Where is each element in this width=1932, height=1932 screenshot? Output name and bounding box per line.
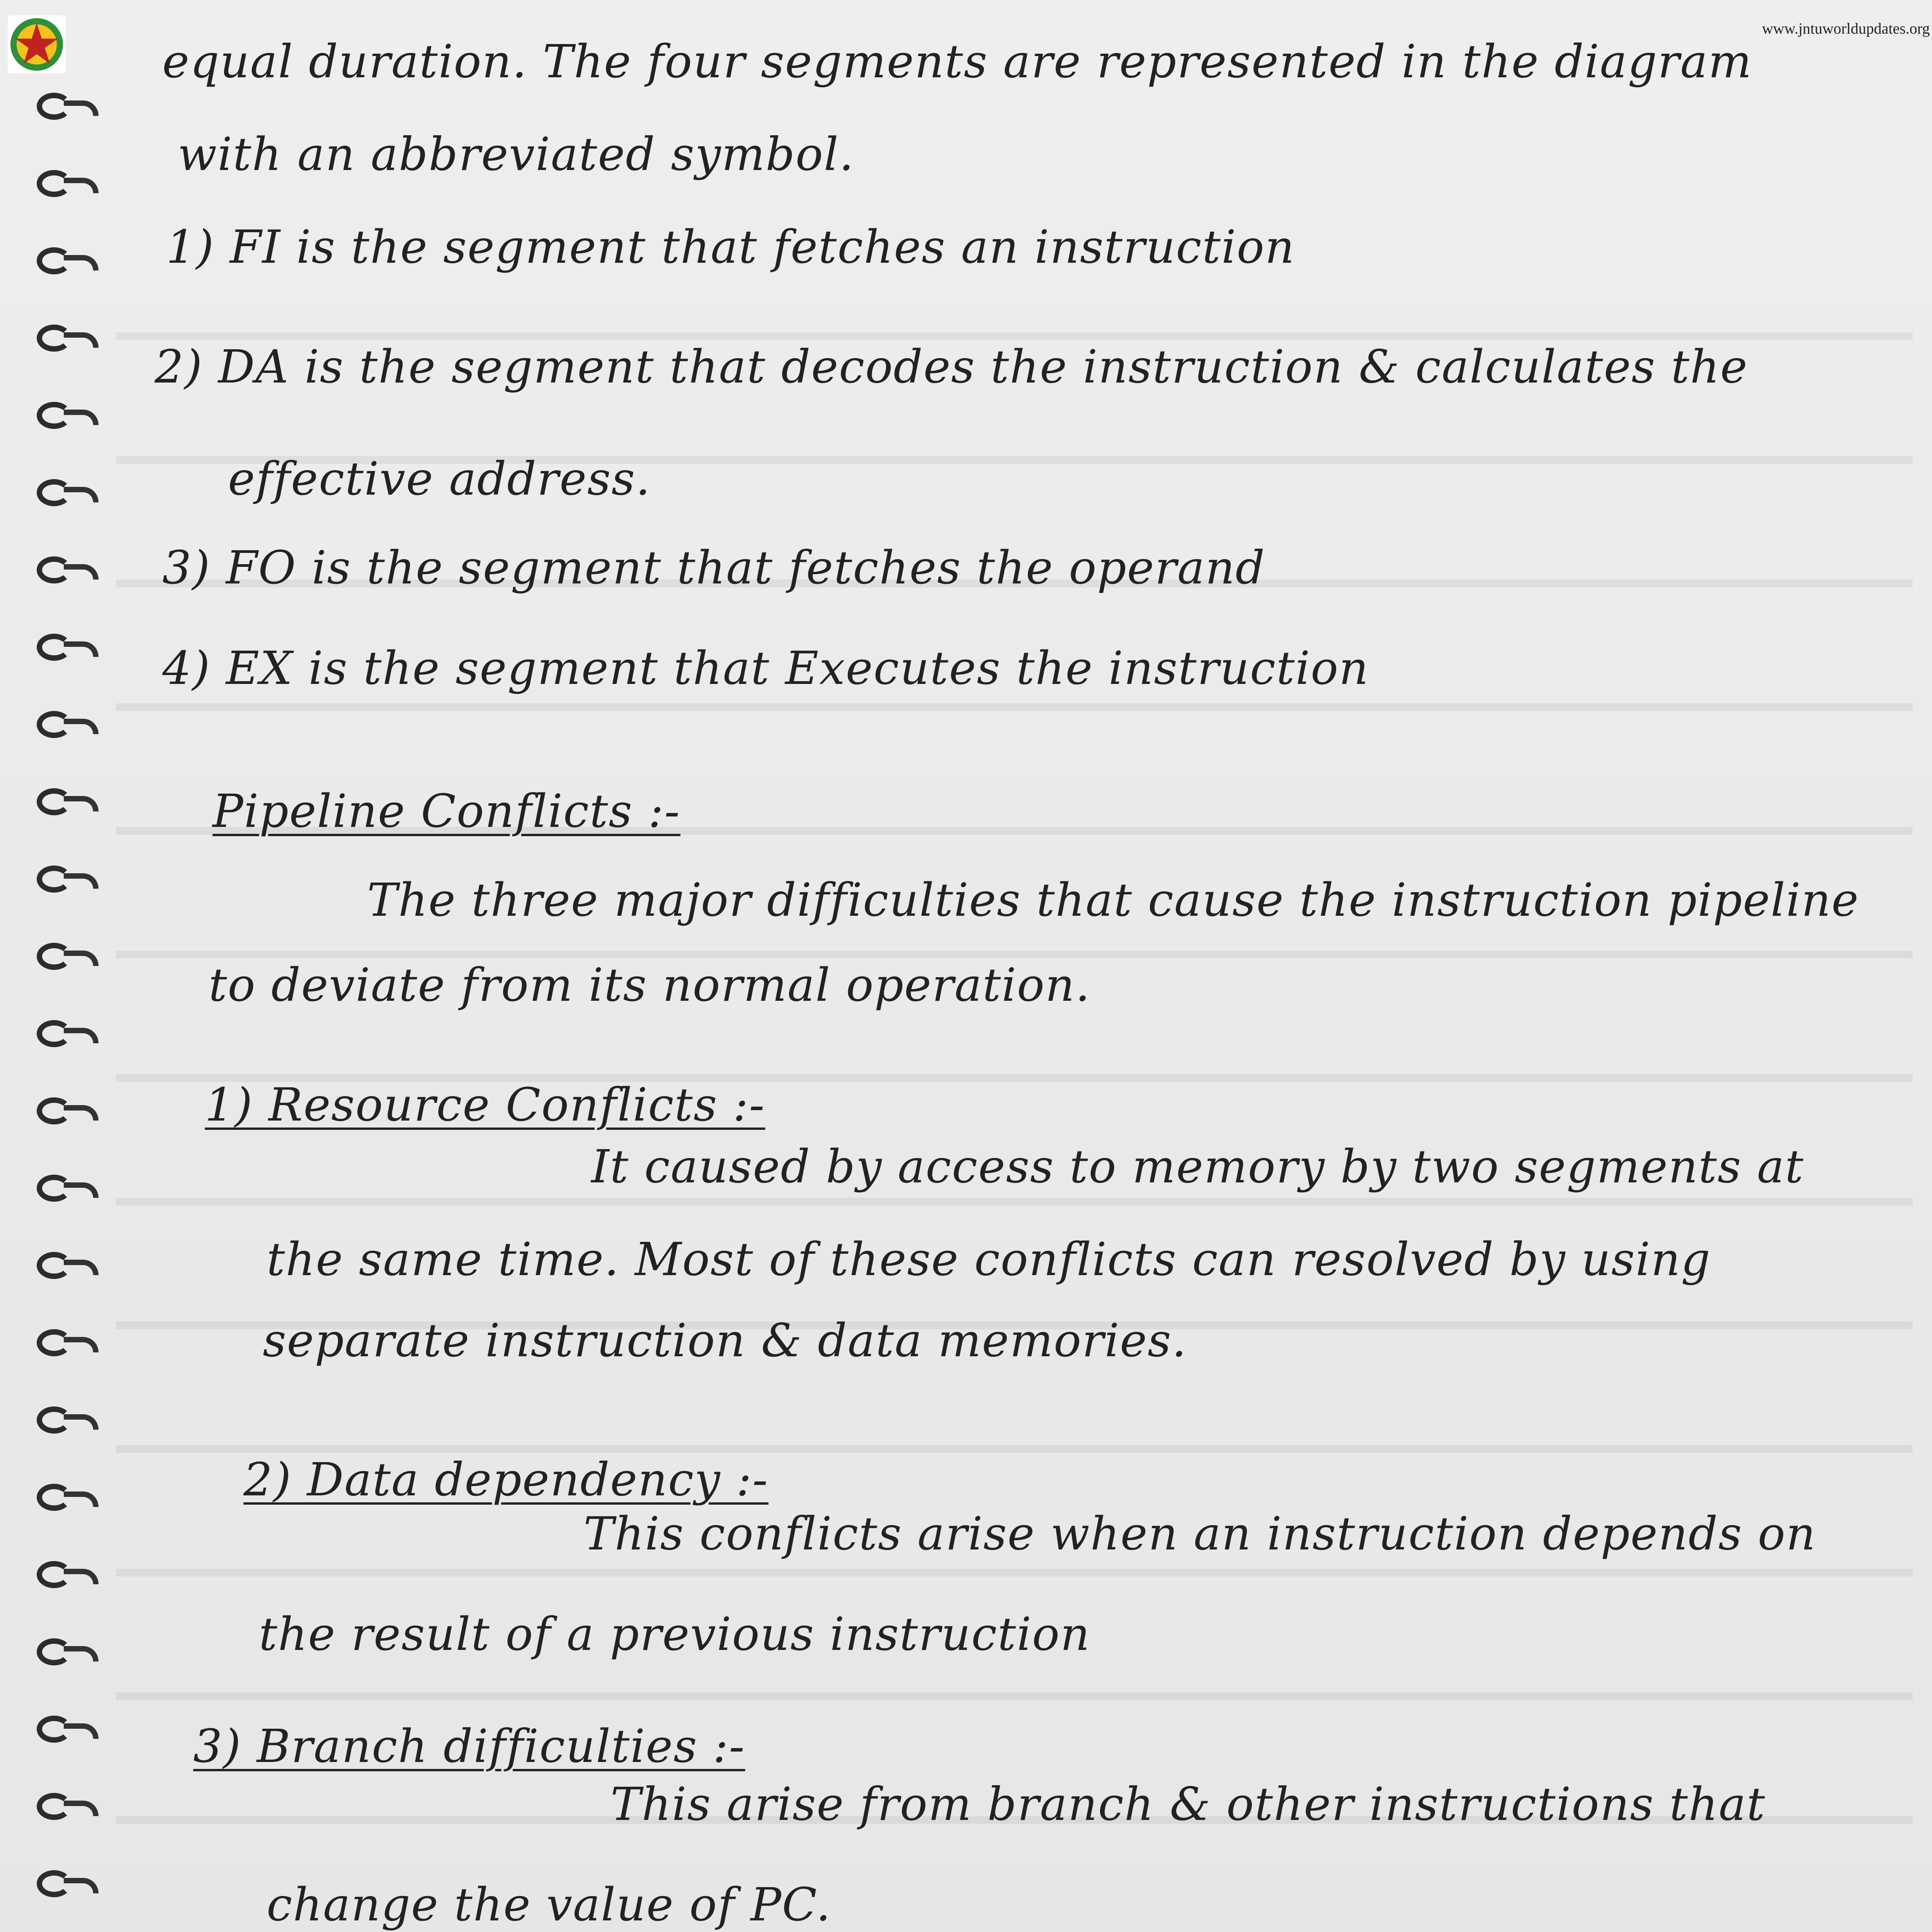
paragraph-line: It caused by access to memory by two segments at <box>591 1140 1804 1193</box>
paragraph-line: to deviate from its normal operation. <box>209 958 1091 1012</box>
binding-ring <box>37 93 102 120</box>
binding-ring <box>37 1406 102 1434</box>
list-item-da-continued: effective address. <box>228 452 651 505</box>
list-item-da: 2) DA is the segment that decodes the instruction & calculates the <box>155 340 1748 393</box>
heading-branch-difficulties: 3) Branch difficulties :- <box>193 1719 745 1773</box>
binding-ring <box>37 1175 102 1202</box>
binding-ring <box>37 943 102 970</box>
binding-ring <box>37 325 102 352</box>
binding-ring <box>37 1484 102 1511</box>
binding-ring <box>37 1793 102 1820</box>
paragraph-line: the result of a previous instruction <box>259 1607 1090 1661</box>
binding-ring <box>37 1020 102 1047</box>
binding-ring <box>37 1870 102 1897</box>
binding-ring <box>37 170 102 197</box>
binding-ring <box>37 556 102 583</box>
paragraph-line: The three major difficulties that cause the instruction pipeline <box>367 873 1859 927</box>
binding-ring <box>37 1252 102 1279</box>
paragraph-line: separate instruction & data memories. <box>263 1314 1187 1367</box>
binding-ring <box>37 634 102 661</box>
binding-ring <box>37 866 102 893</box>
binding-ring <box>37 1561 102 1588</box>
header-url[interactable]: www.jntuworldupdates.org <box>1762 20 1930 37</box>
list-item-fi: 1) FI is the segment that fetches an instruction <box>166 220 1295 274</box>
binding-ring <box>37 247 102 274</box>
spiral-binding <box>21 35 110 1932</box>
paragraph-line: change the value of PC. <box>267 1878 832 1931</box>
section-heading-pipeline-conflicts: Pipeline Conflicts :- <box>213 784 680 838</box>
binding-ring <box>37 1638 102 1665</box>
heading-resource-conflicts: 1) Resource Conflicts :- <box>205 1078 765 1131</box>
binding-ring <box>37 711 102 738</box>
binding-ring <box>37 1329 102 1356</box>
text-line: equal duration. The four segments are represented in the diagram <box>162 35 1752 88</box>
binding-ring <box>37 479 102 506</box>
binding-ring <box>37 788 102 815</box>
list-item-fo: 3) FO is the segment that fetches the operand <box>162 541 1265 594</box>
text-line: with an abbreviated symbol. <box>178 128 855 181</box>
heading-data-dependency-list: 2) Data dependency :- <box>243 1453 769 1506</box>
binding-ring <box>37 1716 102 1743</box>
paragraph-line: This conflicts arise when an instruction depends on <box>583 1507 1816 1560</box>
list-item-ex: 4) EX is the segment that Executes the instruction <box>162 641 1369 695</box>
paragraph-line: the same time. Most of these conflicts can resolved by using <box>267 1233 1711 1286</box>
binding-ring <box>37 402 102 429</box>
paragraph-line: This arise from branch & other instructions that <box>611 1777 1766 1831</box>
binding-ring <box>37 1097 102 1124</box>
